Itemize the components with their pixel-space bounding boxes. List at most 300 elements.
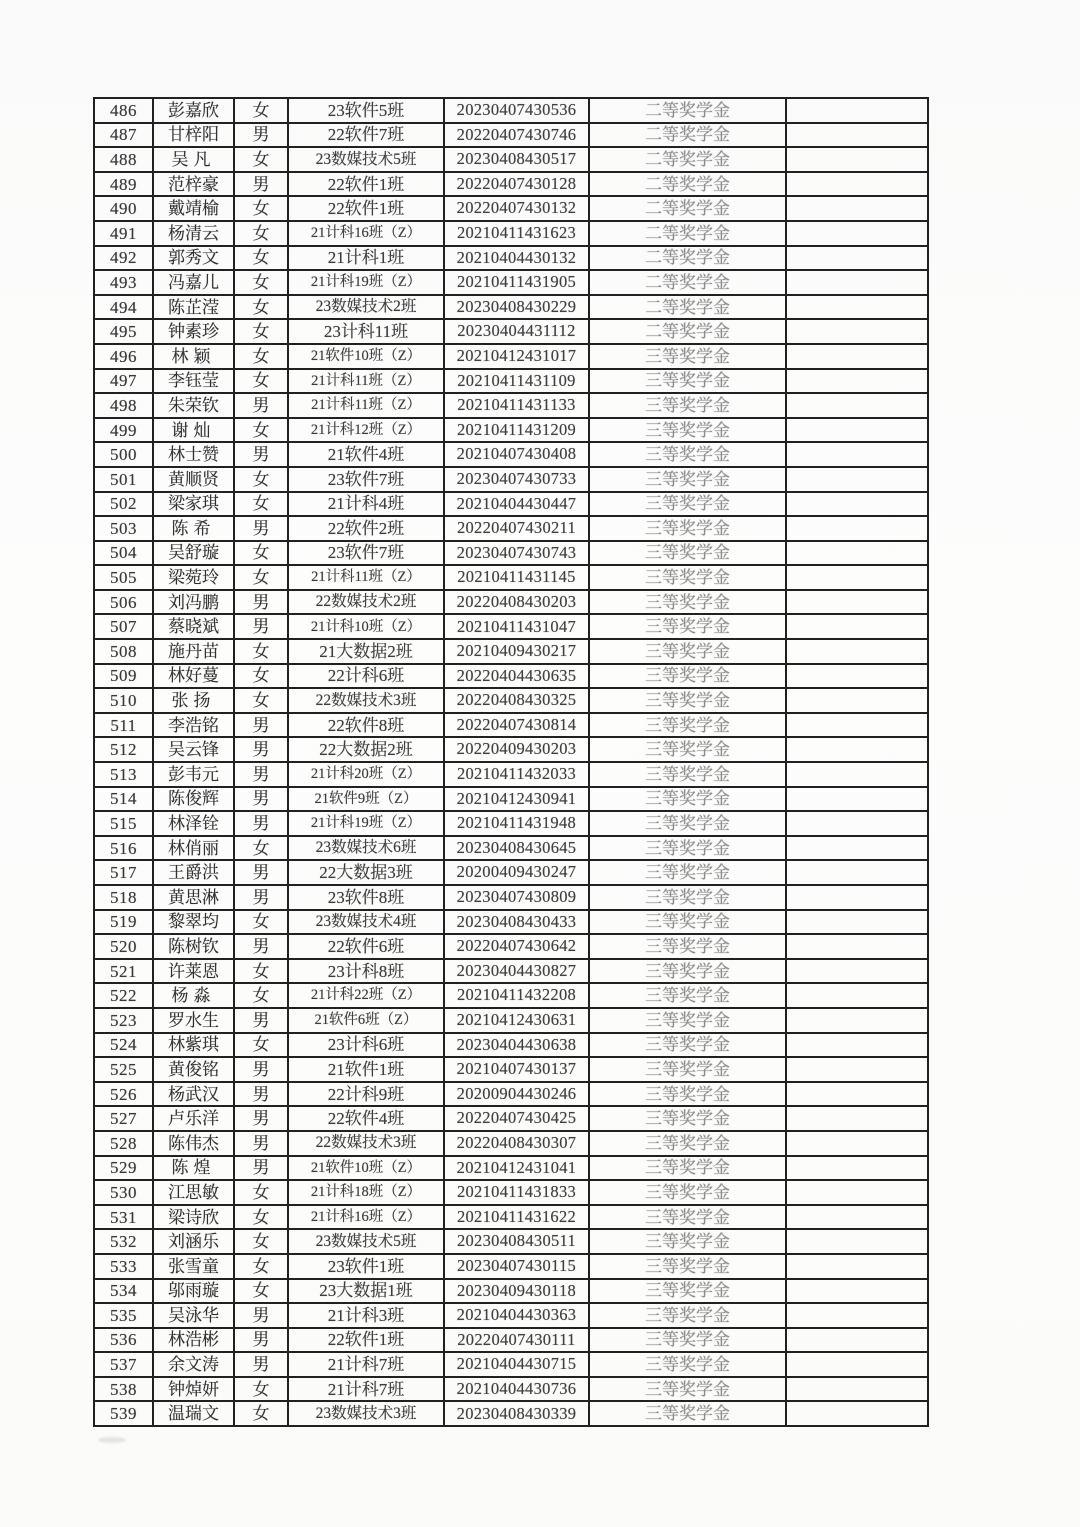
cell-index: 488 xyxy=(94,147,153,172)
cell-remark xyxy=(786,1328,928,1353)
table-row xyxy=(94,934,928,959)
cell-remark xyxy=(786,959,928,984)
cell-index: 537 xyxy=(94,1352,153,1377)
cell-gender: 女 xyxy=(234,959,288,984)
cell-name: 郭秀文 xyxy=(153,246,234,271)
cell-remark xyxy=(786,319,928,344)
cell-award: 三等奖学金 xyxy=(589,1254,786,1279)
cell-name: 杨淼 xyxy=(153,983,234,1008)
cell-award: 三等奖学金 xyxy=(589,910,786,935)
cell-student-id: 20220408430325 xyxy=(444,688,589,713)
cell-gender: 女 xyxy=(234,1377,288,1402)
table-row xyxy=(94,787,928,812)
cell-remark xyxy=(786,590,928,615)
cell-student-id: 20220407430746 xyxy=(444,123,589,148)
cell-remark xyxy=(786,1057,928,1082)
cell-class: 21计科11班（Z） xyxy=(288,393,444,418)
cell-index: 496 xyxy=(94,344,153,369)
table-row xyxy=(94,1033,928,1058)
cell-gender: 女 xyxy=(234,344,288,369)
cell-student-id: 20230408430517 xyxy=(444,147,589,172)
cell-gender: 女 xyxy=(234,467,288,492)
cell-gender: 男 xyxy=(234,1156,288,1181)
table-row xyxy=(94,664,928,689)
cell-student-id: 20220407430425 xyxy=(444,1106,589,1131)
cell-index: 499 xyxy=(94,418,153,443)
cell-index: 513 xyxy=(94,762,153,787)
cell-student-id: 20230409430118 xyxy=(444,1279,589,1304)
cell-class: 21计科16班（Z） xyxy=(288,221,444,246)
cell-gender: 女 xyxy=(234,1033,288,1058)
table-row xyxy=(94,98,928,123)
table-row xyxy=(94,516,928,541)
table-row xyxy=(94,467,928,492)
cell-student-id: 20210411431905 xyxy=(444,270,589,295)
cell-remark xyxy=(786,664,928,689)
cell-student-id: 20220404430635 xyxy=(444,664,589,689)
table-row xyxy=(94,1229,928,1254)
cell-class: 21计科19班（Z） xyxy=(288,270,444,295)
cell-class: 23计科6班 xyxy=(288,1033,444,1058)
cell-name: 朱荣钦 xyxy=(153,393,234,418)
cell-award: 三等奖学金 xyxy=(589,1205,786,1230)
cell-gender: 男 xyxy=(234,123,288,148)
cell-gender: 男 xyxy=(234,614,288,639)
cell-gender: 女 xyxy=(234,1254,288,1279)
table-row xyxy=(94,1401,928,1426)
cell-index: 494 xyxy=(94,295,153,320)
table-row xyxy=(94,147,928,172)
cell-award: 三等奖学金 xyxy=(589,664,786,689)
cell-gender: 男 xyxy=(234,442,288,467)
cell-gender: 女 xyxy=(234,221,288,246)
cell-remark xyxy=(786,1205,928,1230)
cell-award: 三等奖学金 xyxy=(589,369,786,394)
cell-index: 503 xyxy=(94,516,153,541)
cell-student-id: 20220407430128 xyxy=(444,172,589,197)
cell-name: 温瑞文 xyxy=(153,1401,234,1426)
table-row xyxy=(94,713,928,738)
table-row xyxy=(94,123,928,148)
cell-gender: 男 xyxy=(234,811,288,836)
cell-remark xyxy=(786,541,928,566)
cell-award: 三等奖学金 xyxy=(589,1401,786,1426)
cell-name: 黎翠均 xyxy=(153,910,234,935)
cell-class: 22大数据2班 xyxy=(288,737,444,762)
cell-gender: 女 xyxy=(234,1401,288,1426)
cell-name: 吴云锋 xyxy=(153,737,234,762)
cell-index: 532 xyxy=(94,1229,153,1254)
cell-award: 三等奖学金 xyxy=(589,1303,786,1328)
cell-name: 范梓豪 xyxy=(153,172,234,197)
table-row xyxy=(94,1328,928,1353)
cell-gender: 男 xyxy=(234,713,288,738)
cell-index: 491 xyxy=(94,221,153,246)
cell-index: 526 xyxy=(94,1082,153,1107)
cell-index: 531 xyxy=(94,1205,153,1230)
table-row xyxy=(94,983,928,1008)
cell-gender: 女 xyxy=(234,1279,288,1304)
cell-gender: 女 xyxy=(234,541,288,566)
cell-index: 510 xyxy=(94,688,153,713)
cell-award: 三等奖学金 xyxy=(589,1180,786,1205)
cell-remark xyxy=(786,147,928,172)
cell-remark xyxy=(786,1279,928,1304)
cell-class: 21计科10班（Z） xyxy=(288,614,444,639)
table-row xyxy=(94,860,928,885)
cell-name: 张扬 xyxy=(153,688,234,713)
cell-class: 21软件6班（Z） xyxy=(288,1008,444,1033)
cell-name: 彭嘉欣 xyxy=(153,98,234,123)
cell-student-id: 20230407430536 xyxy=(444,98,589,123)
cell-name: 许莱恩 xyxy=(153,959,234,984)
cell-award: 二等奖学金 xyxy=(589,295,786,320)
table-body xyxy=(94,98,928,1426)
cell-name: 陈希 xyxy=(153,516,234,541)
cell-index: 522 xyxy=(94,983,153,1008)
cell-student-id: 20210411431209 xyxy=(444,418,589,443)
cell-index: 523 xyxy=(94,1008,153,1033)
cell-award: 三等奖学金 xyxy=(589,590,786,615)
cell-student-id: 20210411431047 xyxy=(444,614,589,639)
cell-student-id: 20230404430638 xyxy=(444,1033,589,1058)
cell-name: 卢乐洋 xyxy=(153,1106,234,1131)
cell-class: 21计科1班 xyxy=(288,246,444,271)
cell-name: 邬雨璇 xyxy=(153,1279,234,1304)
cell-index: 515 xyxy=(94,811,153,836)
cell-name: 钟焯妍 xyxy=(153,1377,234,1402)
cell-award: 三等奖学金 xyxy=(589,1033,786,1058)
cell-award: 三等奖学金 xyxy=(589,983,786,1008)
cell-index: 514 xyxy=(94,787,153,812)
cell-index: 502 xyxy=(94,492,153,517)
scan-artifact xyxy=(98,1437,126,1443)
cell-award: 三等奖学金 xyxy=(589,959,786,984)
cell-index: 508 xyxy=(94,639,153,664)
cell-class: 23计科11班 xyxy=(288,319,444,344)
cell-student-id: 20210412431041 xyxy=(444,1156,589,1181)
cell-award: 三等奖学金 xyxy=(589,492,786,517)
cell-name: 彭韦元 xyxy=(153,762,234,787)
cell-award: 三等奖学金 xyxy=(589,614,786,639)
cell-name: 冯嘉儿 xyxy=(153,270,234,295)
cell-gender: 男 xyxy=(234,934,288,959)
table-row xyxy=(94,541,928,566)
cell-gender: 女 xyxy=(234,639,288,664)
cell-remark xyxy=(786,123,928,148)
cell-award: 三等奖学金 xyxy=(589,1082,786,1107)
cell-award: 三等奖学金 xyxy=(589,1156,786,1181)
table-row xyxy=(94,737,928,762)
cell-index: 489 xyxy=(94,172,153,197)
cell-remark xyxy=(786,688,928,713)
cell-class: 23软件1班 xyxy=(288,1254,444,1279)
cell-award: 三等奖学金 xyxy=(589,688,786,713)
cell-student-id: 20210412431017 xyxy=(444,344,589,369)
cell-gender: 男 xyxy=(234,762,288,787)
cell-index: 495 xyxy=(94,319,153,344)
cell-remark xyxy=(786,221,928,246)
cell-index: 507 xyxy=(94,614,153,639)
cell-index: 535 xyxy=(94,1303,153,1328)
cell-class: 22软件2班 xyxy=(288,516,444,541)
table-row xyxy=(94,1254,928,1279)
cell-remark xyxy=(786,467,928,492)
cell-class: 21计科20班（Z） xyxy=(288,762,444,787)
cell-class: 22大数据3班 xyxy=(288,860,444,885)
cell-name: 林颖 xyxy=(153,344,234,369)
cell-remark xyxy=(786,369,928,394)
cell-gender: 男 xyxy=(234,1352,288,1377)
cell-class: 23数媒技术5班 xyxy=(288,147,444,172)
cell-remark xyxy=(786,1033,928,1058)
table-row xyxy=(94,418,928,443)
cell-gender: 女 xyxy=(234,147,288,172)
cell-award: 三等奖学金 xyxy=(589,1106,786,1131)
table-row xyxy=(94,1180,928,1205)
cell-student-id: 20230404430827 xyxy=(444,959,589,984)
cell-name: 刘冯鹏 xyxy=(153,590,234,615)
cell-class: 21大数据2班 xyxy=(288,639,444,664)
cell-student-id: 20230408430229 xyxy=(444,295,589,320)
cell-remark xyxy=(786,787,928,812)
cell-gender: 男 xyxy=(234,172,288,197)
cell-student-id: 20210404430363 xyxy=(444,1303,589,1328)
cell-name: 梁菀玲 xyxy=(153,565,234,590)
cell-name: 谢灿 xyxy=(153,418,234,443)
cell-gender: 女 xyxy=(234,983,288,1008)
cell-student-id: 20210404430447 xyxy=(444,492,589,517)
cell-name: 张雪童 xyxy=(153,1254,234,1279)
cell-remark xyxy=(786,1401,928,1426)
cell-name: 施丹苗 xyxy=(153,639,234,664)
cell-index: 500 xyxy=(94,442,153,467)
table-row xyxy=(94,959,928,984)
cell-student-id: 20210407430137 xyxy=(444,1057,589,1082)
cell-gender: 男 xyxy=(234,1131,288,1156)
cell-student-id: 20210411432208 xyxy=(444,983,589,1008)
table-row xyxy=(94,1082,928,1107)
cell-name: 林好蔓 xyxy=(153,664,234,689)
cell-name: 李浩铭 xyxy=(153,713,234,738)
cell-gender: 男 xyxy=(234,787,288,812)
cell-student-id: 20210411431833 xyxy=(444,1180,589,1205)
cell-index: 534 xyxy=(94,1279,153,1304)
cell-index: 519 xyxy=(94,910,153,935)
cell-student-id: 20220407430132 xyxy=(444,196,589,221)
cell-remark xyxy=(786,910,928,935)
cell-award: 二等奖学金 xyxy=(589,221,786,246)
cell-index: 520 xyxy=(94,934,153,959)
cell-award: 二等奖学金 xyxy=(589,270,786,295)
cell-student-id: 20200904430246 xyxy=(444,1082,589,1107)
cell-gender: 女 xyxy=(234,836,288,861)
cell-award: 三等奖学金 xyxy=(589,1377,786,1402)
cell-gender: 女 xyxy=(234,492,288,517)
cell-remark xyxy=(786,1254,928,1279)
cell-class: 21计科11班（Z） xyxy=(288,565,444,590)
cell-index: 492 xyxy=(94,246,153,271)
cell-remark xyxy=(786,393,928,418)
cell-award: 二等奖学金 xyxy=(589,196,786,221)
cell-class: 21软件1班 xyxy=(288,1057,444,1082)
cell-class: 22软件7班 xyxy=(288,123,444,148)
cell-gender: 男 xyxy=(234,1106,288,1131)
cell-gender: 女 xyxy=(234,270,288,295)
cell-index: 497 xyxy=(94,369,153,394)
cell-student-id: 20200409430247 xyxy=(444,860,589,885)
cell-class: 21计科7班 xyxy=(288,1377,444,1402)
cell-name: 黄思淋 xyxy=(153,885,234,910)
cell-award: 二等奖学金 xyxy=(589,123,786,148)
cell-student-id: 20210411431109 xyxy=(444,369,589,394)
cell-award: 三等奖学金 xyxy=(589,442,786,467)
cell-name: 梁家琪 xyxy=(153,492,234,517)
cell-class: 22软件4班 xyxy=(288,1106,444,1131)
cell-gender: 女 xyxy=(234,664,288,689)
cell-student-id: 20210411431948 xyxy=(444,811,589,836)
cell-name: 黄俊铭 xyxy=(153,1057,234,1082)
cell-name: 戴靖榆 xyxy=(153,196,234,221)
table-row xyxy=(94,910,928,935)
cell-class: 21计科4班 xyxy=(288,492,444,517)
cell-student-id: 20210412430941 xyxy=(444,787,589,812)
cell-remark xyxy=(786,713,928,738)
cell-gender: 女 xyxy=(234,910,288,935)
cell-remark xyxy=(786,934,928,959)
cell-gender: 男 xyxy=(234,737,288,762)
cell-award: 三等奖学金 xyxy=(589,934,786,959)
table-row xyxy=(94,1008,928,1033)
cell-name: 杨清云 xyxy=(153,221,234,246)
table-row xyxy=(94,590,928,615)
cell-award: 三等奖学金 xyxy=(589,541,786,566)
cell-class: 21计科19班（Z） xyxy=(288,811,444,836)
cell-gender: 男 xyxy=(234,516,288,541)
cell-student-id: 20220407430211 xyxy=(444,516,589,541)
cell-name: 黄顺贤 xyxy=(153,467,234,492)
cell-remark xyxy=(786,1229,928,1254)
cell-name: 陈煌 xyxy=(153,1156,234,1181)
cell-name: 陈芷滢 xyxy=(153,295,234,320)
cell-student-id: 20210412430631 xyxy=(444,1008,589,1033)
cell-student-id: 20220408430203 xyxy=(444,590,589,615)
cell-gender: 女 xyxy=(234,246,288,271)
cell-class: 21计科16班（Z） xyxy=(288,1205,444,1230)
cell-name: 王爵洪 xyxy=(153,860,234,885)
cell-name: 江思敏 xyxy=(153,1180,234,1205)
cell-student-id: 20220407430642 xyxy=(444,934,589,959)
cell-class: 21软件10班（Z） xyxy=(288,344,444,369)
cell-student-id: 20230407430809 xyxy=(444,885,589,910)
cell-award: 三等奖学金 xyxy=(589,467,786,492)
cell-class: 23数媒技术3班 xyxy=(288,1401,444,1426)
cell-award: 二等奖学金 xyxy=(589,172,786,197)
table-row xyxy=(94,221,928,246)
table-row xyxy=(94,492,928,517)
cell-name: 林士赞 xyxy=(153,442,234,467)
cell-class: 22数媒技术2班 xyxy=(288,590,444,615)
cell-remark xyxy=(786,196,928,221)
cell-index: 525 xyxy=(94,1057,153,1082)
cell-student-id: 20210411431145 xyxy=(444,565,589,590)
cell-award: 三等奖学金 xyxy=(589,1328,786,1353)
cell-remark xyxy=(786,762,928,787)
cell-student-id: 20210411432033 xyxy=(444,762,589,787)
cell-student-id: 20210404430132 xyxy=(444,246,589,271)
cell-remark xyxy=(786,565,928,590)
table-row xyxy=(94,1303,928,1328)
cell-student-id: 20230408430645 xyxy=(444,836,589,861)
cell-class: 21计科12班（Z） xyxy=(288,418,444,443)
cell-student-id: 20210409430217 xyxy=(444,639,589,664)
cell-student-id: 20230408430511 xyxy=(444,1229,589,1254)
cell-award: 三等奖学金 xyxy=(589,713,786,738)
cell-student-id: 20230407430115 xyxy=(444,1254,589,1279)
cell-class: 21计科18班（Z） xyxy=(288,1180,444,1205)
cell-remark xyxy=(786,860,928,885)
cell-remark xyxy=(786,1352,928,1377)
cell-class: 23数媒技术5班 xyxy=(288,1229,444,1254)
cell-class: 21计科11班（Z） xyxy=(288,369,444,394)
cell-name: 林泽铨 xyxy=(153,811,234,836)
cell-student-id: 20210404430736 xyxy=(444,1377,589,1402)
table-row xyxy=(94,172,928,197)
cell-remark xyxy=(786,1377,928,1402)
cell-award: 三等奖学金 xyxy=(589,737,786,762)
cell-remark xyxy=(786,246,928,271)
cell-class: 22数媒技术3班 xyxy=(288,1131,444,1156)
cell-class: 22计科9班 xyxy=(288,1082,444,1107)
table-row xyxy=(94,639,928,664)
cell-gender: 男 xyxy=(234,590,288,615)
cell-gender: 男 xyxy=(234,1328,288,1353)
cell-index: 504 xyxy=(94,541,153,566)
cell-award: 三等奖学金 xyxy=(589,639,786,664)
cell-index: 524 xyxy=(94,1033,153,1058)
table-row xyxy=(94,1106,928,1131)
cell-name: 林俏丽 xyxy=(153,836,234,861)
cell-gender: 女 xyxy=(234,1229,288,1254)
cell-award: 三等奖学金 xyxy=(589,418,786,443)
table-row xyxy=(94,811,928,836)
cell-index: 493 xyxy=(94,270,153,295)
cell-name: 吴泳华 xyxy=(153,1303,234,1328)
cell-award: 二等奖学金 xyxy=(589,147,786,172)
cell-remark xyxy=(786,492,928,517)
cell-name: 吴舒璇 xyxy=(153,541,234,566)
cell-award: 三等奖学金 xyxy=(589,393,786,418)
cell-remark xyxy=(786,836,928,861)
cell-remark xyxy=(786,442,928,467)
cell-name: 陈树钦 xyxy=(153,934,234,959)
cell-class: 23数媒技术2班 xyxy=(288,295,444,320)
cell-index: 506 xyxy=(94,590,153,615)
table-row xyxy=(94,836,928,861)
cell-class: 21计科7班 xyxy=(288,1352,444,1377)
cell-remark xyxy=(786,172,928,197)
table-row xyxy=(94,344,928,369)
cell-class: 23数媒技术4班 xyxy=(288,910,444,935)
table-row xyxy=(94,1352,928,1377)
cell-award: 三等奖学金 xyxy=(589,1352,786,1377)
cell-student-id: 20220409430203 xyxy=(444,737,589,762)
cell-name: 钟素珍 xyxy=(153,319,234,344)
cell-award: 三等奖学金 xyxy=(589,565,786,590)
cell-student-id: 20220407430111 xyxy=(444,1328,589,1353)
cell-class: 23大数据1班 xyxy=(288,1279,444,1304)
table-row xyxy=(94,885,928,910)
